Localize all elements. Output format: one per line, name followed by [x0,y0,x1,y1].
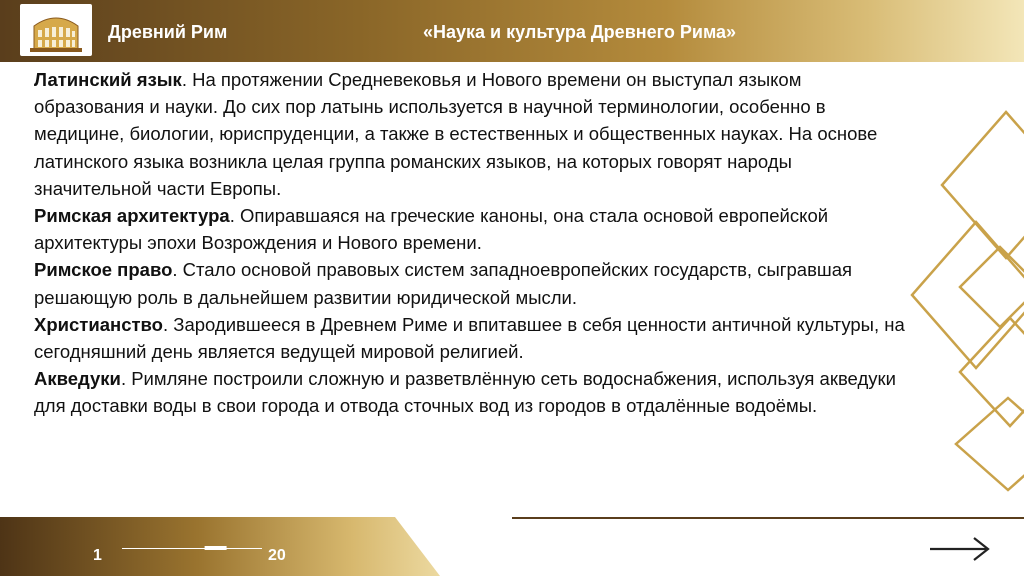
term-law: Римское право [34,259,173,281]
term-architecture: Римская архитектура [34,205,230,227]
diamond-shape [960,318,1024,426]
term-latin: Латинский язык [34,69,182,90]
text-aqueducts: . Римляне построили сложную и разветвлённую сеть водоснабжения, используя акведуки для доставки воды в свои города и отвода сточных вод из городов в отдалённые водоёмы. [34,368,896,417]
term-christianity: Христианство [34,313,163,335]
diamond-shape [942,112,1024,258]
slide-progress-indicator [205,546,227,550]
term-aqueducts: Акведуки [34,368,121,390]
text-latin: . На протяжении Средневековья и Нового времени он выступал языком образования и науки. До сих пор латынь используется в научной терминологии, особенно в медицине, биологии, юриспруденции, а также в естественных и общественных науках. На основе латинского языка возникла целая группа романских языков, на которых говорят народы значительной части Европы. [34,69,878,199]
arrow-right-icon[interactable] [928,534,992,564]
footer-divider [512,517,1024,519]
page-total-number: 20 [268,547,286,564]
slide-progress-track [122,548,262,549]
footer-band [0,517,440,576]
page-start-number: 1 [93,547,102,564]
diamond-shape [956,398,1024,490]
diamond-shape [960,247,1024,327]
text-architecture: . Опиравшаяся на греческие каноны, она стала основой европейской архитектуры эпохи Возрождения и Нового времени. [34,205,829,254]
text-law: . Стало основой правовых систем западноевропейских государств, сыгравшая решающую роль в дальнейшем развитии юридической мысли. [34,259,853,308]
section-title: Древний Рим [108,22,228,42]
text-christianity: . Зародившееся в Древнем Риме и впитавшее в себя ценности античной культуры, на сегодняшний день является ведущей мировой религией. [34,313,905,363]
slide-title: «Наука и культура Древнего Рима» [423,22,737,42]
